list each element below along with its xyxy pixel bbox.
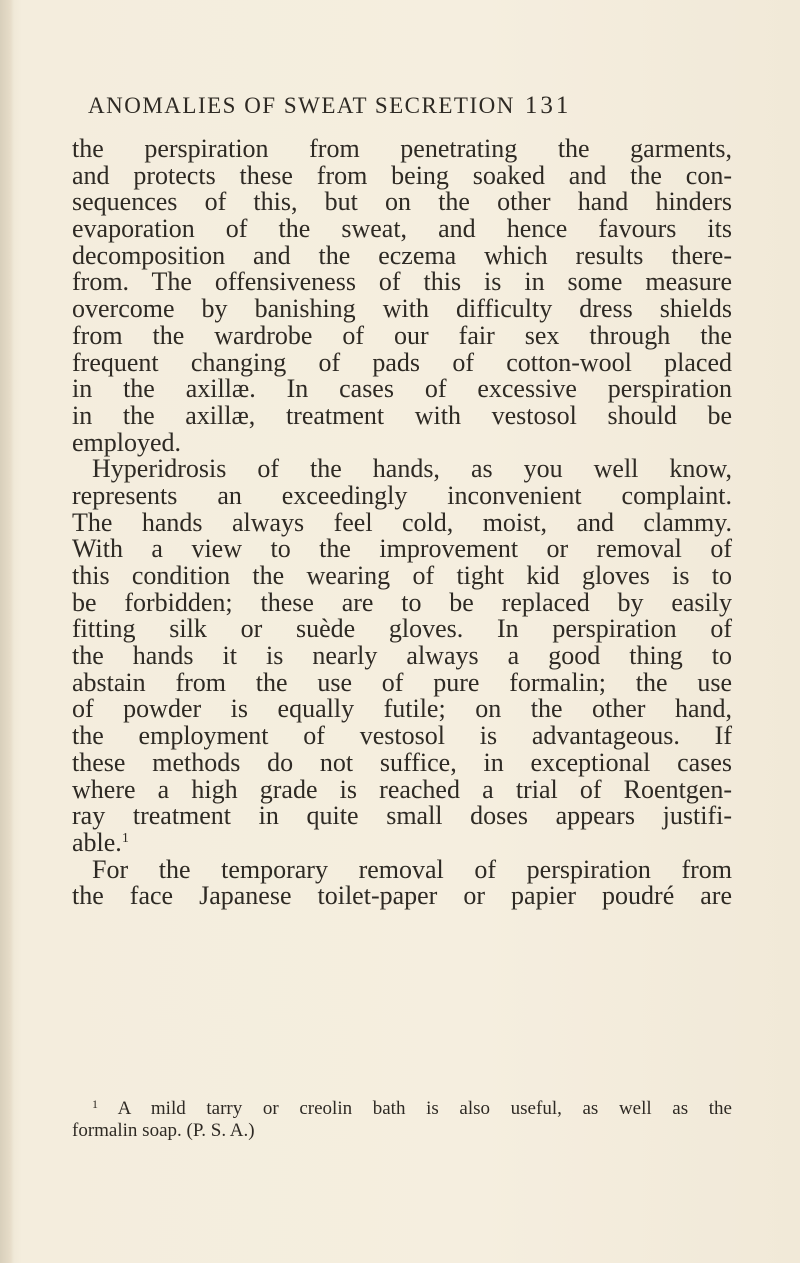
text-line: sequences of this, but on the other hand hinders	[72, 187, 732, 217]
text-line: frequent changing of pads of cotton-wool placed	[72, 347, 732, 377]
text-line-with-footnote	[72, 827, 732, 857]
body-text	[72, 136, 732, 910]
text-line: from the wardrobe of our fair sex through the	[72, 320, 732, 350]
text-line: from. The offensiveness of this is in some measure	[72, 267, 732, 297]
text-line: of powder is equally futile; on the other hand,	[72, 694, 732, 724]
footnote-line	[72, 1098, 732, 1120]
footnote-line: formalin soap. (P. S. A.)	[72, 1120, 255, 1141]
text-line: the perspiration from penetrating the garments,	[72, 134, 732, 163]
text-line: overcome by banishing with difficulty dress shields	[72, 294, 732, 324]
running-head-title: ANOMALIES OF SWEAT SECRETION	[88, 93, 515, 118]
text-line: the hands it is nearly always a good thing to	[72, 641, 732, 671]
running-head	[88, 92, 728, 120]
text-line: evaporation of the sweat, and hence favours its	[72, 214, 732, 244]
text-line: fitting silk or suède gloves. In perspiration of	[72, 614, 732, 644]
text-line: the face Japanese toilet-paper or papier poudré are	[72, 881, 732, 911]
text-line: Hyperidrosis of the hands, as you well know,	[92, 454, 732, 484]
text-line: With a view to the improvement or removal of	[72, 534, 732, 564]
footnote-text: A mild tarry or creolin bath is also useful, as well as the	[117, 1098, 732, 1119]
binding-shadow	[0, 0, 14, 1263]
text-line: these methods do not suffice, in exceptional cases	[72, 747, 732, 777]
text-line: in the axillæ, treatment with vestosol should be	[72, 400, 732, 430]
footnote-reference: 1	[121, 830, 129, 846]
footnote-marker: 1	[92, 1097, 98, 1111]
text-line: this condition the wearing of tight kid gloves is to	[72, 561, 732, 590]
text-line: be forbidden; these are to be replaced by easily	[72, 587, 732, 617]
text-line: The hands always feel cold, moist, and clammy.	[72, 507, 732, 537]
text-line: For the temporary removal of perspiration from	[92, 854, 732, 884]
text-line: represents an exceedingly inconvenient complaint.	[72, 480, 732, 510]
text-line: employed.	[72, 427, 182, 457]
text-line: in the axillæ. In cases of excessive perspiration	[72, 374, 732, 404]
page-number: 131	[524, 92, 572, 119]
footnote	[72, 1098, 732, 1142]
text-line: able.	[72, 827, 122, 857]
text-line: abstain from the use of pure formalin; the use	[72, 667, 732, 697]
text-line: where a high grade is reached a trial of Roentgen-	[72, 774, 732, 804]
text-line: decomposition and the eczema which results there-	[72, 240, 732, 270]
text-line: the employment of vestosol is advantageous. If	[72, 721, 732, 751]
text-line: ray treatment in quite small doses appears justifi-	[72, 801, 732, 831]
text-line: and protects these from being soaked and the con-	[72, 160, 732, 190]
